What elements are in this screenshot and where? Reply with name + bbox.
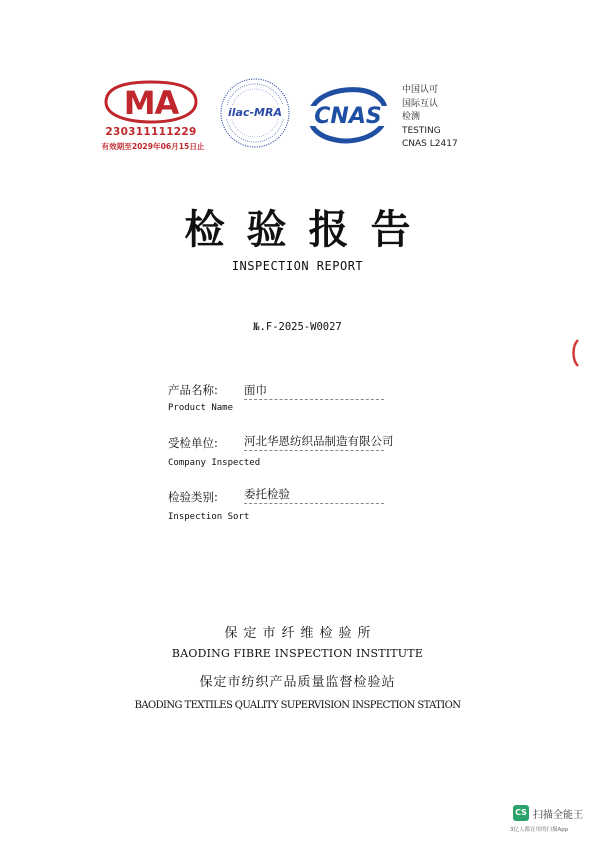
station-name-cn: 保定市纺织产品质量监督检验站 <box>199 675 396 690</box>
report-title-en: INSPECTION REPORT <box>231 259 364 273</box>
inspection-sort-label: 检验类别: <box>168 490 218 504</box>
product-name-label: 产品名称: <box>168 383 218 397</box>
cnas-line: CNAS L2417 <box>402 139 458 149</box>
station-name-en: BAODING TEXTILES QUALITY SUPERVISION INSPECTION STATION <box>134 700 461 711</box>
svg-text:ilac-MRA: ilac-MRA <box>228 106 282 119</box>
cnas-line: 检测 <box>402 112 421 122</box>
cnas-line: 中国认可 <box>402 85 439 95</box>
camscanner-name: 扫描全能王 <box>533 810 583 821</box>
product-name-value: 面巾 <box>244 382 384 400</box>
cnas-logo <box>304 84 392 146</box>
svg-text:CNAS: CNAS <box>314 104 382 129</box>
company-inspected-value: 河北华恩纺织品制造有限公司 <box>244 433 384 451</box>
company-inspected-label: 受检单位: <box>168 436 218 450</box>
cma-validity: 有效期至2029年06月15日止 <box>101 142 205 151</box>
cnas-line: 国际互认 <box>402 98 439 109</box>
camscanner-icon: CS <box>513 805 529 821</box>
ilac-mra-logo <box>218 76 292 150</box>
cnas-line: TESTING <box>402 125 441 136</box>
report-title-cn: 检验报告 <box>184 207 433 253</box>
product-name-label-en: Product Name <box>168 403 234 413</box>
svg-text:MA: MA <box>123 84 179 122</box>
cnas-accreditation-text <box>402 84 458 152</box>
institute-name-en: BAODING FIBRE INSPECTION INSTITUTE <box>171 647 424 660</box>
inspection-sort-value: 委托检验 <box>244 486 384 504</box>
inspection-sort-label-en: Inspection Sort <box>168 512 250 522</box>
seal-edge-mark <box>568 338 582 368</box>
cma-number: 230311111229 <box>105 126 197 138</box>
report-number: №.F-2025-W0027 <box>253 321 342 333</box>
camscanner-tagline: 3亿人都在用的扫描App <box>510 827 569 833</box>
company-inspected-label-en: Company Inspected <box>168 458 261 468</box>
institute-name-cn: 保定市纤维检验所 <box>224 626 377 641</box>
